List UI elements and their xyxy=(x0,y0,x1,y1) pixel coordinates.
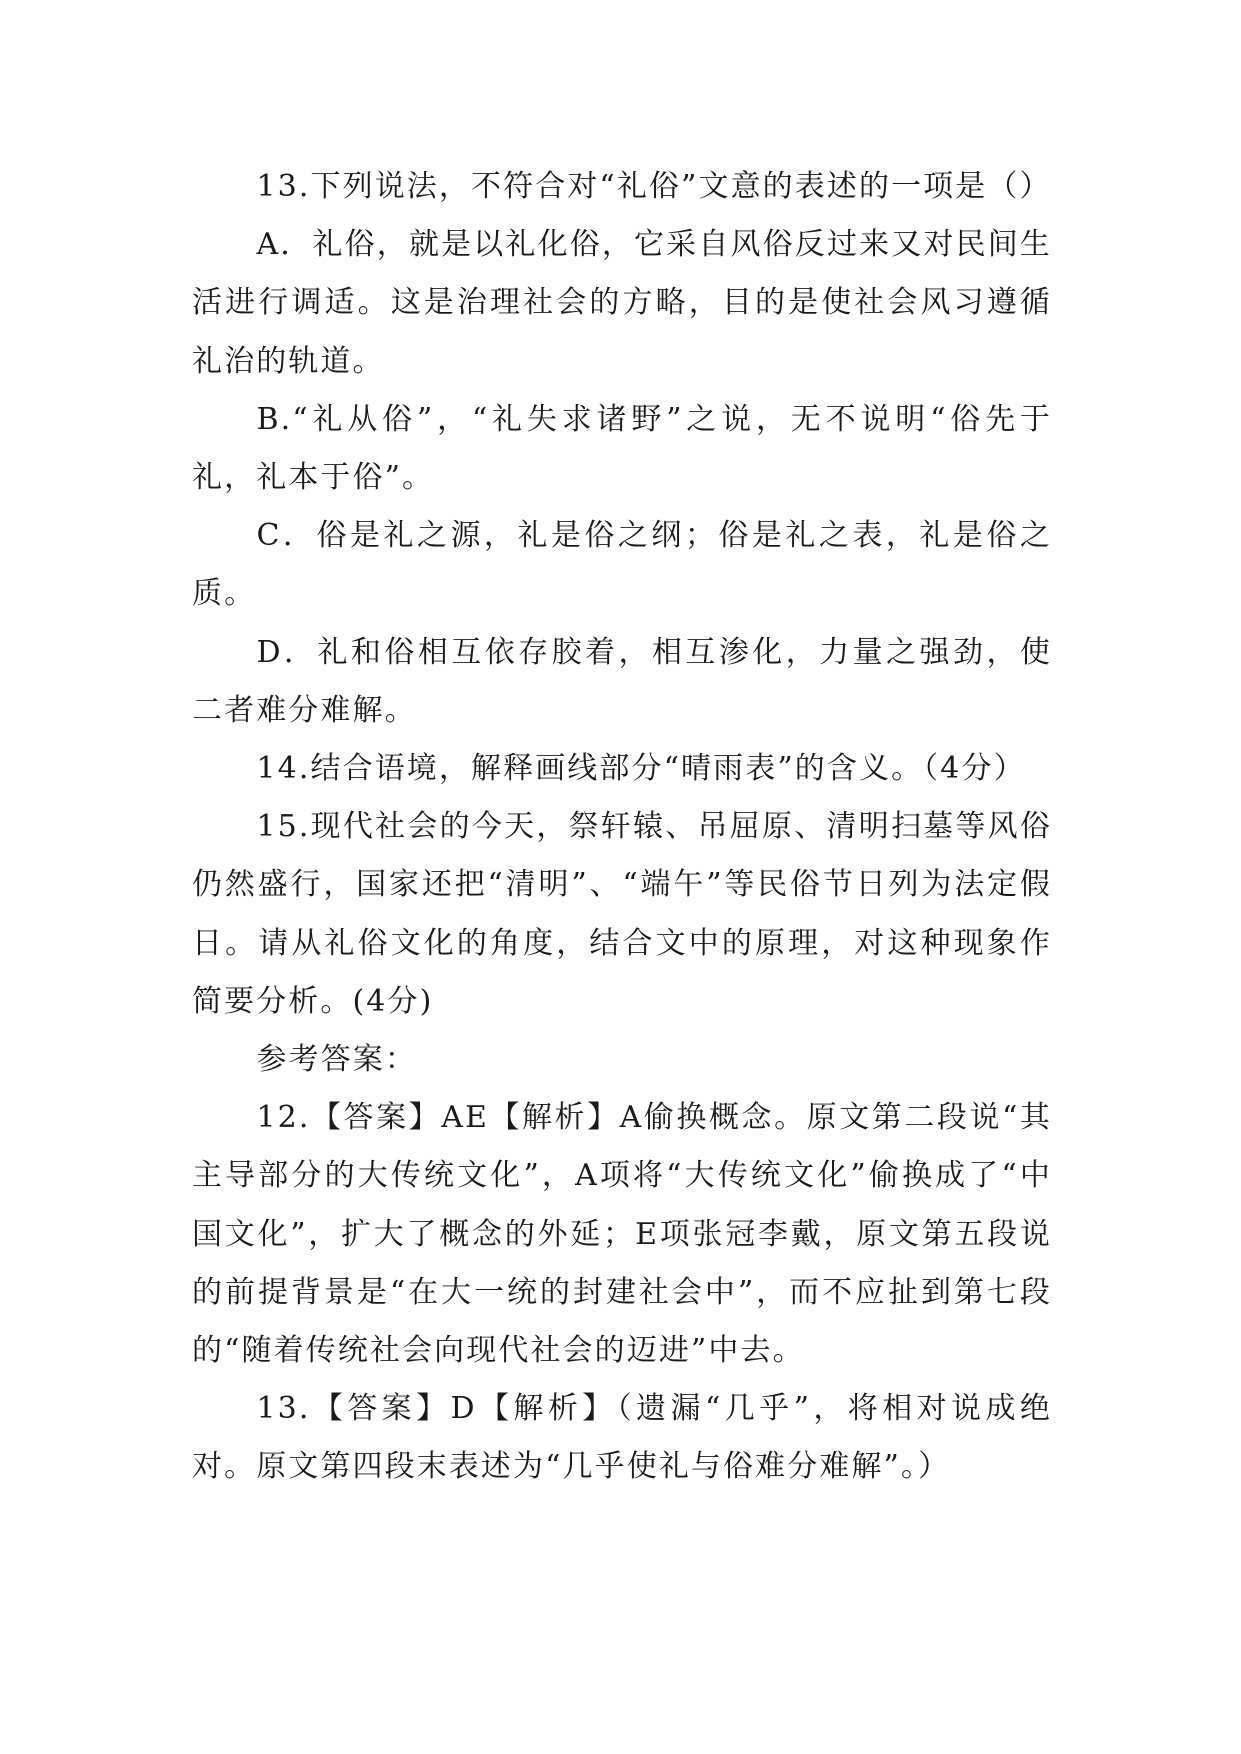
answer-key-heading: 参考答案： xyxy=(256,1042,417,1078)
question-14: 14.结合语境，解释画线部分“晴雨表”的含义。（4分） xyxy=(256,751,1026,787)
document-page xyxy=(192,158,1052,1497)
option-d: D．礼和俗相互依存胶着，相互渗化，力量之强劲，使二者难分难解。 xyxy=(192,634,1052,728)
option-b: B.“礼从俗”，“礼失求诸野”之说，无不说明“俗先于礼，礼本于俗”。 xyxy=(192,401,1052,496)
answer-12: 12.【答案】AE【解析】A偷换概念。原文第二段说“其主导部分的大传统文化”，A项将“大传统文化”偷换成了“中国文化”，扩大了概念的外延；E项张冠李戴，原文第五段说的前提背景是“在大一统的封建社会中”，而不应扯到第七段的“随着传统社会向现代社会的迈进”中去。 xyxy=(192,1100,1052,1369)
option-c: C．俗是礼之源，礼是俗之纲；俗是礼之表，礼是俗之质。 xyxy=(192,518,1052,612)
question-13: 13.下列说法，不符合对“礼俗”文意的表述的一项是（） xyxy=(256,169,1052,204)
answer-13: 13.【答案】D【解析】（遗漏“几乎”，将相对说成绝对。原文第四段末表述为“几乎使礼与俗难分难解”。） xyxy=(192,1391,1052,1485)
question-15: 15.现代社会的今天，祭轩辕、吊屈原、清明扫墓等风俗仍然盛行，国家还把“清明”、“端午”等民俗节日列为法定假日。请从礼俗文化的角度，结合文中的原理，对这种现象作简要分析。(4分) xyxy=(192,809,1052,1019)
option-a: A．礼俗，就是以礼化俗，它采自风俗反过来又对民间生活进行调适。这是治理社会的方略，目的是使社会风习遵循礼治的轨道。 xyxy=(192,227,1052,379)
